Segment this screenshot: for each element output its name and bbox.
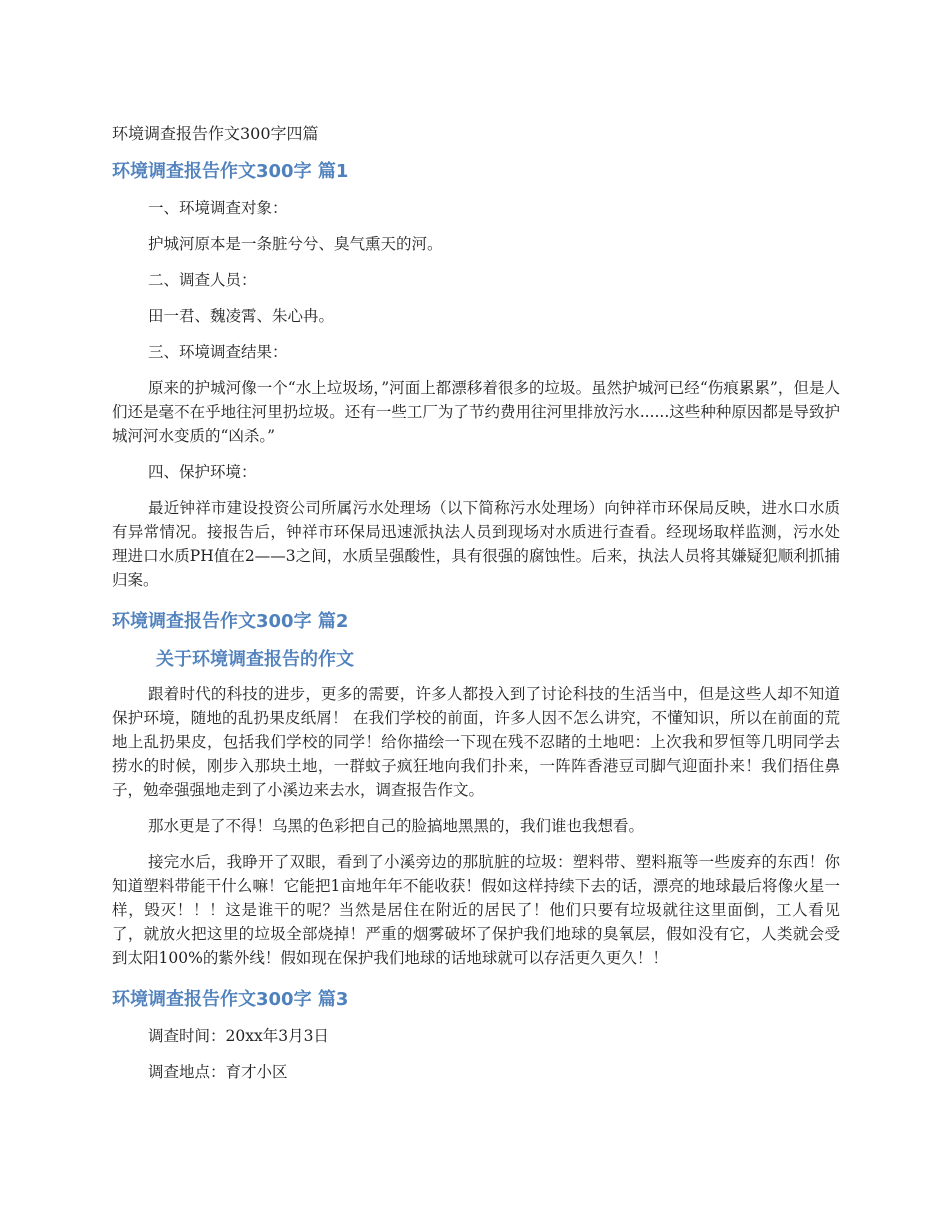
paragraph: 二、调查人员： [148,271,257,289]
document-title: 环境调查报告作文300字四篇 [112,124,319,143]
section-1 [112,158,840,592]
paragraph: 那水更是了不得！乌黑的色彩把自己的脸搞地黑黑的，我们谁也我想看。 [148,817,645,835]
paragraph: 接完水后，我睁开了双眼，看到了小溪旁边的那肮脏的垃圾：塑料带、塑料瓶等一些废弃的东西！你知道塑料带能干什么嘛！它能把1亩地年年不能收获！假如这样持续下去的话，漂亮的地球最后将像火星一样，毁灭！！！这是谁干的呢？当然是居住在附近的居民了！他们只要有垃圾就往这里面倒，工人看见了，就放火把这里的垃圾全部烧掉！严重的烟雾破坏了保护我们地球的臭氧层，假如没有它，人类就会受到太阳100%的紫外线！假如现在保护我们地球的话地球就可以存活更久更久！！ [112,853,840,967]
section-heading: 环境调查报告作文300字 篇1 [112,161,349,182]
paragraph: 田一君、魏凌霄、朱心冉。 [148,307,335,325]
section-3 [112,986,840,1084]
section-subheading: 关于环境调查报告的作文 [156,649,354,670]
paragraph: 一、环境调查对象： [148,199,288,217]
paragraph: 三、环境调查结果： [148,343,288,361]
paragraph: 四、保护环境： [148,463,257,481]
document-page [112,122,840,1096]
paragraph: 调查时间：20xx年3月3日 [148,1027,329,1045]
paragraph: 原来的护城河像一个“水上垃圾场，”河面上都漂移着很多的垃圾。虽然护城河已经“伤痕累累”，但是人们还是毫不在乎地往河里扔垃圾。还有一些工厂为了节约费用往河里排放污水......这些种种原因都是导致护城河河水变质的“凶杀。” [112,379,840,445]
paragraph: 跟着时代的科技的进步，更多的需要，许多人都投入到了讨论科技的生活当中，但是这些人却不知道保护环境，随地的乱扔果皮纸屑！ 在我们学校的前面，许多人因不怎么讲究，不懂知识，所以在前面的荒地上乱扔果皮，包括我们学校的同学！给你描绘一下现在残不忍睹的土地吧：上次我和罗恒等几明同学去捞水的时候，刚步入那块土地，一群蚊子疯狂地向我们扑来，一阵阵香港豆司脚气迎面扑来！我们捂住鼻子，勉牵强强地走到了小溪边来去水，调查报告作文。 [112,685,840,799]
section-heading: 环境调查报告作文300字 篇3 [112,989,349,1010]
paragraph: 最近钟祥市建设投资公司所属污水处理场（以下简称污水处理场）向钟祥市环保局反映，进水口水质有异常情况。接报告后，钟祥市环保局迅速派执法人员到现场对水质进行查看。经现场取样监测，污水处理进口水质PH值在2——3之间，水质呈强酸性，具有很强的腐蚀性。后来，执法人员将其嫌疑犯顺利抓捕归案。 [112,499,840,589]
section-heading: 环境调查报告作文300字 篇2 [112,611,349,632]
paragraph: 护城河原本是一条脏兮兮、臭气熏天的河。 [148,235,443,253]
paragraph: 调查地点：育才小区 [148,1063,288,1081]
section-2 [112,608,840,970]
